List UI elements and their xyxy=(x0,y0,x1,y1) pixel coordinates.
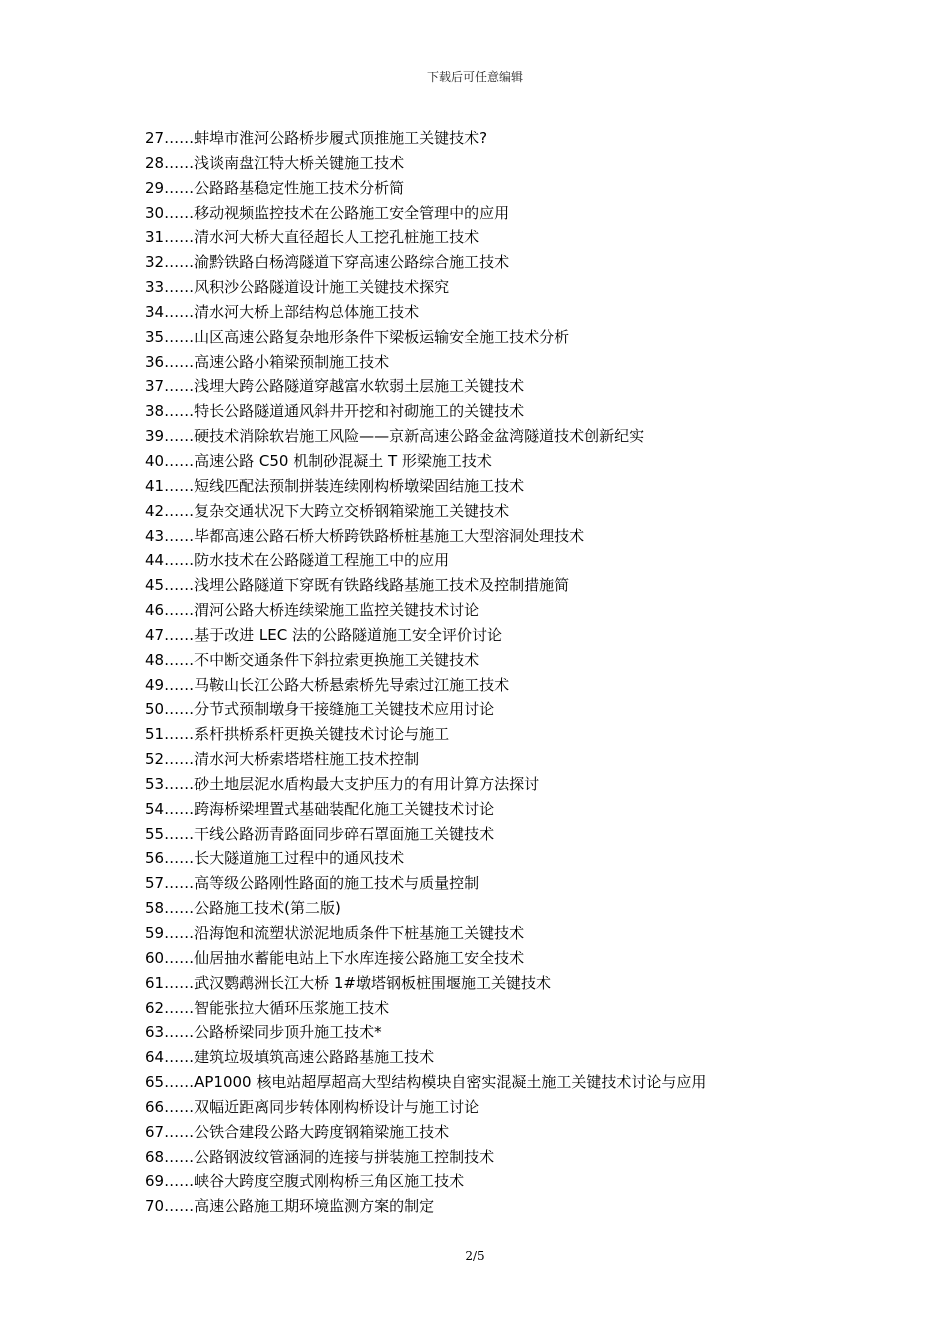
toc-item xyxy=(145,1020,706,1045)
toc-item-number: 32 xyxy=(145,253,165,272)
toc-item xyxy=(145,722,706,747)
toc-item-title: 马鞍山长江公路大桥悬索桥先导索过江施工技术 xyxy=(194,675,510,694)
toc-item-title: 风积沙公路隧道设计施工关键技术探究 xyxy=(194,278,450,297)
toc-item-title: 浅埋大跨公路隧道穿越富水软弱土层施工关键技术 xyxy=(194,377,525,396)
toc-item-separator: …… xyxy=(164,451,195,470)
toc-item-separator: …… xyxy=(164,526,195,545)
toc-item-number: 27 xyxy=(145,129,165,147)
toc-item-title: 清水河大桥上部结构总体施工技术 xyxy=(194,302,420,321)
toc-item xyxy=(145,996,706,1021)
toc-item-number: 39 xyxy=(145,427,165,446)
toc-item xyxy=(145,474,706,499)
toc-item-number: 50 xyxy=(145,700,165,719)
toc-item-title: 高速公路施工期环境监测方案的制定 xyxy=(194,1197,435,1216)
toc-item-number: 51 xyxy=(145,725,165,744)
toc-item-title: 跨海桥梁埋置式基础装配化施工关键技术讨论 xyxy=(194,799,495,818)
toc-item-separator: …… xyxy=(164,774,195,793)
toc-item xyxy=(145,1095,706,1120)
toc-item-separator: …… xyxy=(164,1172,195,1191)
toc-item xyxy=(145,548,706,573)
toc-item-title: 防水技术在公路隧道工程施工中的应用 xyxy=(194,551,450,570)
toc-item-number: 48 xyxy=(145,650,165,669)
toc-item-number: 45 xyxy=(145,576,165,595)
toc-item-title: 高速公路小箱梁预制施工技术 xyxy=(194,352,390,371)
toc-item-number: 42 xyxy=(145,501,165,520)
page-number: 2/5 xyxy=(465,1249,485,1263)
toc-item xyxy=(145,921,706,946)
toc-item xyxy=(145,176,706,201)
toc-item-title: 毕都高速公路石桥大桥跨铁路桥桩基施工大型溶洞处理技术 xyxy=(194,526,585,545)
toc-item-title: 仙居抽水蓄能电站上下水库连接公路施工安全技术 xyxy=(194,948,525,967)
toc-item-separator: …… xyxy=(164,799,195,818)
toc-item-title: 双幅近距离同步转体刚构桥设计与施工讨论 xyxy=(194,1097,480,1116)
toc-item-number: 38 xyxy=(145,402,165,421)
toc-item-number: 70 xyxy=(145,1197,165,1216)
toc-item xyxy=(145,1194,706,1219)
toc-item-number: 60 xyxy=(145,948,165,967)
toc-item-title: 基于改进 LEC 法的公路隧道施工安全评价讨论 xyxy=(194,625,502,644)
toc-item-separator: …… xyxy=(164,874,195,893)
toc-item-title: 系杆拱桥系杆更换关键技术讨论与施工 xyxy=(194,725,450,744)
toc-item-separator: …… xyxy=(164,948,195,967)
toc-item-number: 47 xyxy=(145,625,165,644)
toc-item-separator: …… xyxy=(164,1147,195,1166)
toc-item xyxy=(145,449,706,474)
toc-item xyxy=(145,598,706,623)
toc-item-separator: …… xyxy=(164,302,195,321)
toc-item xyxy=(145,747,706,772)
toc-item xyxy=(145,623,706,648)
toc-item-separator: …… xyxy=(164,1122,195,1141)
toc-item-title: 公路路基稳定性施工技术分析简 xyxy=(194,178,405,197)
toc-item-title: 分节式预制墩身干接缝施工关键技术应用讨论 xyxy=(194,700,495,719)
toc-item-number: 53 xyxy=(145,774,165,793)
toc-item-title: 建筑垃圾填筑高速公路路基施工技术 xyxy=(194,1048,435,1067)
toc-item-separator: …… xyxy=(164,700,195,719)
toc-item xyxy=(145,524,706,549)
toc-item-number: 41 xyxy=(145,476,165,495)
toc-item-separator: …… xyxy=(164,824,195,843)
toc-list xyxy=(145,126,706,1219)
toc-item-number: 57 xyxy=(145,874,165,893)
toc-item-title: 智能张拉大循环压浆施工技术 xyxy=(194,998,390,1017)
toc-item-separator: …… xyxy=(164,501,195,520)
toc-item-separator: …… xyxy=(164,899,195,918)
toc-item-number: 37 xyxy=(145,377,165,396)
toc-item xyxy=(145,374,706,399)
toc-item xyxy=(145,697,706,722)
toc-item xyxy=(145,275,706,300)
toc-item-title: 砂土地层泥水盾构最大支护压力的有用计算方法探讨 xyxy=(194,774,540,793)
toc-item xyxy=(145,1145,706,1170)
toc-item-title: 硬技术消除软岩施工风险——京新高速公路金盆湾隧道技术创新纪实 xyxy=(194,427,645,446)
toc-item-title: 渭河公路大桥连续梁施工监控关键技术讨论 xyxy=(194,601,480,620)
toc-item-number: 29 xyxy=(145,178,165,197)
toc-item-number: 43 xyxy=(145,526,165,545)
toc-item xyxy=(145,499,706,524)
toc-item-number: 56 xyxy=(145,849,165,868)
toc-item xyxy=(145,325,706,350)
toc-item-separator: …… xyxy=(164,924,195,942)
toc-item-title: 蚌埠市淮河公路桥步履式顶推施工关键技术? xyxy=(194,129,488,147)
toc-item xyxy=(145,971,706,996)
toc-item xyxy=(145,846,706,871)
toc-item-number: 31 xyxy=(145,228,165,247)
toc-item-separator: …… xyxy=(164,725,195,744)
toc-item xyxy=(145,1045,706,1070)
toc-item-number: 52 xyxy=(145,750,165,769)
toc-item-title: 武汉鹦鹉洲长江大桥 1#墩塔钢板桩围堰施工关键技术 xyxy=(194,973,551,992)
toc-item-separator: …… xyxy=(164,427,195,446)
toc-item xyxy=(145,772,706,797)
toc-item xyxy=(145,797,706,822)
toc-item-title: 浅谈南盘江特大桥关键施工技术 xyxy=(194,153,405,172)
toc-item-number: 34 xyxy=(145,302,165,321)
toc-item-number: 54 xyxy=(145,799,165,818)
toc-item-separator: …… xyxy=(164,327,195,346)
toc-item-separator: …… xyxy=(164,849,195,868)
toc-item-title: 特长公路隧道通风斜井开挖和衬砌施工的关键技术 xyxy=(194,402,525,421)
toc-item xyxy=(145,573,706,598)
toc-item-separator: …… xyxy=(164,153,195,172)
toc-item-separator: …… xyxy=(164,1073,195,1092)
toc-item-number: 55 xyxy=(145,824,165,843)
toc-item-separator: …… xyxy=(164,203,195,222)
page-header: 下载后可任意编辑 xyxy=(426,70,523,84)
toc-item-title: 长大隧道施工过程中的通风技术 xyxy=(194,849,405,868)
toc-item xyxy=(145,225,706,250)
toc-item xyxy=(145,201,706,226)
toc-item-separator: …… xyxy=(164,178,195,197)
toc-item-number: 66 xyxy=(145,1097,165,1116)
toc-item xyxy=(145,399,706,424)
toc-item-title: AP1000 核电站超厚超高大型结构模块自密实混凝土施工关键技术讨论与应用 xyxy=(194,1073,707,1092)
toc-item-number: 28 xyxy=(145,153,165,172)
toc-item-separator: …… xyxy=(164,973,195,992)
toc-item xyxy=(145,250,706,275)
toc-item-separator: …… xyxy=(164,750,195,769)
toc-item-separator: …… xyxy=(164,278,195,297)
toc-item xyxy=(145,673,706,698)
toc-item-title: 高速公路 C50 机制砂混凝土 T 形梁施工技术 xyxy=(194,451,492,470)
toc-item-separator: …… xyxy=(164,675,195,694)
toc-item-title: 公路施工技术(第二版) xyxy=(194,899,341,918)
toc-item xyxy=(145,424,706,449)
toc-item-title: 浅埋公路隧道下穿既有铁路线路基施工技术及控制措施简 xyxy=(194,576,570,595)
toc-item-title: 高等级公路刚性路面的施工技术与质量控制 xyxy=(194,874,480,893)
toc-item-number: 65 xyxy=(145,1073,165,1092)
toc-item xyxy=(145,1070,706,1095)
toc-item-separator: …… xyxy=(164,551,195,570)
toc-item-number: 33 xyxy=(145,278,165,297)
toc-item xyxy=(145,946,706,971)
toc-item-separator: …… xyxy=(164,601,195,620)
toc-item xyxy=(145,648,706,673)
toc-item-separator: …… xyxy=(164,625,195,644)
toc-item-separator: …… xyxy=(164,650,195,669)
toc-item-title: 不中断交通条件下斜拉索更换施工关键技术 xyxy=(194,650,480,669)
toc-item-title: 清水河大桥大直径超长人工挖孔桩施工技术 xyxy=(194,228,480,247)
toc-item-title: 复杂交通状况下大跨立交桥钢箱梁施工关键技术 xyxy=(194,501,510,520)
toc-item-number: 62 xyxy=(145,998,165,1017)
toc-item-title: 渝黔铁路白杨湾隧道下穿高速公路综合施工技术 xyxy=(194,253,510,272)
toc-item-number: 36 xyxy=(145,352,165,371)
toc-item-separator: …… xyxy=(164,1197,195,1216)
toc-item-number: 61 xyxy=(145,973,165,992)
toc-item-separator: …… xyxy=(164,476,195,495)
toc-item-title: 峡谷大跨度空腹式刚构桥三角区施工技术 xyxy=(194,1172,465,1191)
toc-item-title: 干线公路沥青路面同步碎石罩面施工关键技术 xyxy=(194,824,495,843)
toc-item-title: 移动视频监控技术在公路施工安全管理中的应用 xyxy=(194,203,510,222)
toc-item-number: 40 xyxy=(145,451,165,470)
toc-item-number: 58 xyxy=(145,899,165,918)
toc-item-separator: …… xyxy=(164,1048,195,1067)
toc-item xyxy=(145,350,706,375)
toc-item-title: 公铁合建段公路大跨度钢箱梁施工技术 xyxy=(194,1122,450,1141)
toc-item xyxy=(145,871,706,896)
toc-item-number: 30 xyxy=(145,203,165,222)
toc-item-number: 63 xyxy=(145,1023,165,1042)
toc-item-number: 64 xyxy=(145,1048,165,1067)
toc-item xyxy=(145,300,706,325)
toc-item-number: 44 xyxy=(145,551,165,570)
toc-item-separator: …… xyxy=(164,402,195,421)
toc-item-separator: …… xyxy=(164,253,195,272)
toc-item-title: 公路钢波纹管涵洞的连接与拼装施工控制技术 xyxy=(194,1147,495,1166)
toc-item-number: 68 xyxy=(145,1147,165,1166)
toc-item xyxy=(145,896,706,921)
toc-item-number: 35 xyxy=(145,327,165,346)
toc-item xyxy=(145,151,706,176)
toc-item-separator: …… xyxy=(164,1023,195,1042)
toc-item-separator: …… xyxy=(164,228,195,247)
toc-item-title: 沿海饱和流塑状淤泥地质条件下桩基施工关键技术 xyxy=(194,924,525,942)
toc-item-number: 67 xyxy=(145,1122,165,1141)
toc-item-number: 49 xyxy=(145,675,165,694)
toc-item-separator: …… xyxy=(164,1097,195,1116)
toc-item-separator: …… xyxy=(164,998,195,1017)
toc-item-number: 59 xyxy=(145,924,165,942)
toc-item xyxy=(145,822,706,847)
toc-item-number: 46 xyxy=(145,601,165,620)
toc-item xyxy=(145,1120,706,1145)
toc-item-title: 清水河大桥索塔塔柱施工技术控制 xyxy=(194,750,420,769)
toc-item xyxy=(145,126,706,151)
toc-item-separator: …… xyxy=(164,129,195,147)
toc-item-title: 山区高速公路复杂地形条件下梁板运输安全施工技术分析 xyxy=(194,327,570,346)
toc-item xyxy=(145,1169,706,1194)
toc-item-number: 69 xyxy=(145,1172,165,1191)
toc-item-title: 公路桥梁同步顶升施工技术* xyxy=(194,1023,382,1042)
toc-item-separator: …… xyxy=(164,352,195,371)
toc-item-separator: …… xyxy=(164,576,195,595)
toc-item-separator: …… xyxy=(164,377,195,396)
toc-item-title: 短线匹配法预制拼装连续刚构桥墩梁固结施工技术 xyxy=(194,476,525,495)
